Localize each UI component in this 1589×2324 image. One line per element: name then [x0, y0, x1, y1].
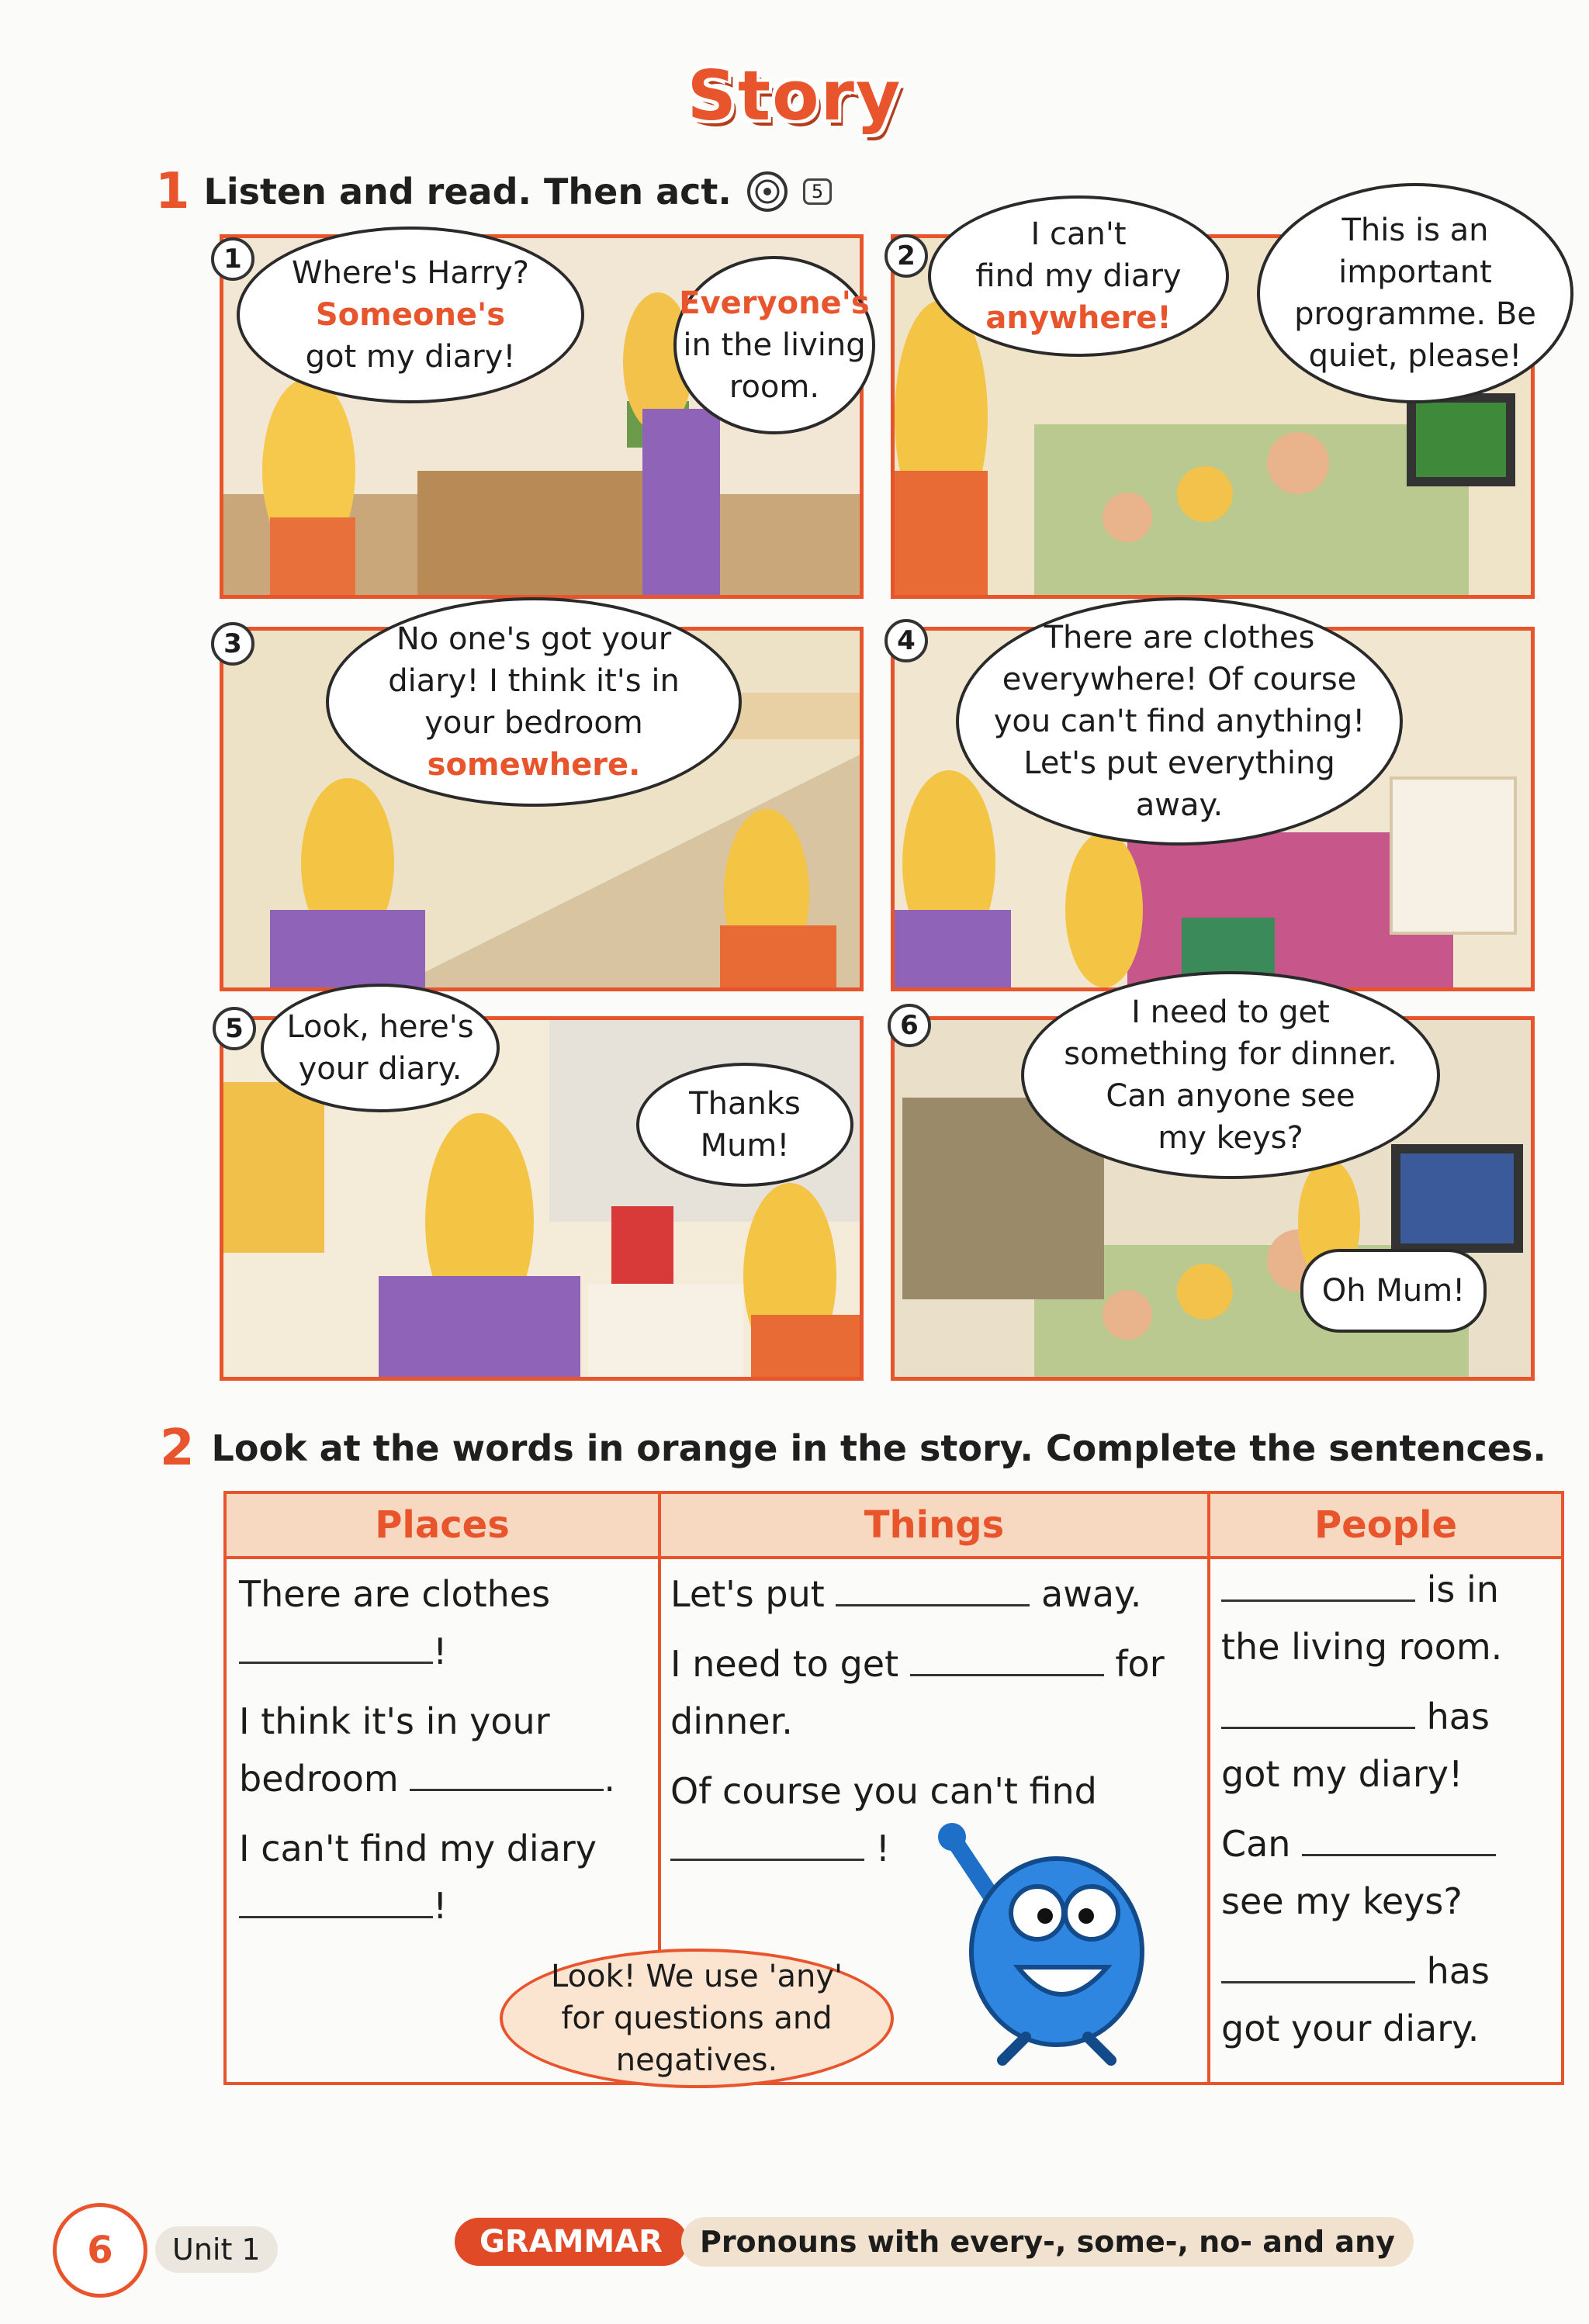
bubble-line: somewhere. [427, 747, 641, 783]
sentence-text: has [1426, 1950, 1490, 1992]
sentence-text: got my diary! [1221, 1753, 1463, 1795]
sentence-text: I can't find my diary [239, 1828, 597, 1869]
bubble-line: my keys? [1158, 1120, 1303, 1156]
speech-bubble [326, 597, 742, 807]
grammar-table [223, 1491, 1564, 2085]
sentence-text: ! [433, 1631, 448, 1672]
answer-blank[interactable] [836, 1573, 1030, 1606]
panel-number: 4 [885, 619, 928, 662]
sentence-text: got your diary. [1221, 2008, 1480, 2049]
grammar-tip-bubble [500, 1949, 894, 2088]
tip-line: Look! We use 'any' [550, 1959, 843, 1994]
exercise-number: 1 [155, 163, 190, 220]
bubble-line: Let's put everything [1023, 745, 1335, 781]
bubble-line: quiet, please! [1308, 338, 1522, 374]
bubble-line: Mum! [700, 1128, 790, 1164]
answer-blank[interactable] [239, 1631, 433, 1664]
bubble-line: everywhere! Of course [1002, 662, 1357, 697]
sentence-text: bedroom [239, 1758, 399, 1800]
bubble-line: Everyone's [679, 285, 870, 321]
panel-number: 1 [211, 237, 254, 281]
answer-blank[interactable] [1221, 1696, 1415, 1729]
bubble-line: got my diary! [305, 339, 516, 375]
panel-number: 3 [211, 622, 254, 666]
tip-line: for questions and [561, 2001, 833, 2036]
audio-cd-icon[interactable] [746, 170, 789, 213]
bubble-line: anywhere! [985, 300, 1172, 336]
sentence-text: for [1115, 1643, 1165, 1685]
sentence-text: ! [433, 1885, 448, 1927]
people-column [1221, 1561, 1555, 2057]
sentence-text: There are clothes [239, 1573, 551, 1615]
sentence-text: is in [1426, 1568, 1499, 1610]
bubble-line: I can't [1030, 216, 1127, 252]
panel-number: 5 [213, 1007, 256, 1050]
page-title: Story [687, 56, 902, 136]
exercise-instruction: Look at the words in orange in the story. Complete the sentences. [211, 1427, 1546, 1469]
speech-bubble [237, 227, 584, 403]
column-divider [1207, 1556, 1210, 2082]
grammar-banner [455, 2217, 1414, 2267]
answer-blank[interactable] [239, 1885, 433, 1918]
column-header-things: Things [661, 1494, 1210, 1559]
bubble-line: This is an [1341, 213, 1489, 248]
speech-bubble [1300, 1249, 1487, 1333]
speech-bubble [261, 984, 500, 1112]
bubble-line: you can't find anything! [993, 704, 1366, 739]
exercise-2-header [160, 1420, 1546, 1477]
sentence-text: dinner. [670, 1700, 793, 1742]
sentence-text: Can [1221, 1823, 1291, 1865]
sentence-text: Let's put [670, 1573, 825, 1615]
bubble-line [388, 618, 680, 660]
grammar-label: GRAMMAR [455, 2218, 687, 2266]
answer-blank[interactable] [1221, 1568, 1415, 1602]
page-number: 6 [53, 2203, 147, 2298]
sentence-text: I think it's in your [239, 1700, 550, 1742]
bubble-line: No one's got your [396, 621, 672, 657]
sentence-text: ! [875, 1828, 891, 1869]
mascot-character-icon [909, 1820, 1173, 2068]
bubble-line: There are clothes [1044, 620, 1315, 655]
tip-line: negatives. [615, 2042, 778, 2078]
answer-blank[interactable] [670, 1828, 864, 1861]
bubble-line: Someone's [315, 297, 506, 333]
speech-bubble [1021, 971, 1440, 1179]
grammar-topic: Pronouns with every-, some-, no- and any [681, 2217, 1414, 2267]
sentence-text: Of course you can't find [670, 1770, 1097, 1812]
speech-bubble [1257, 183, 1573, 403]
bubble-line: Where's Harry? [292, 255, 529, 291]
speech-bubble [956, 597, 1403, 846]
panel-number: 6 [888, 1004, 931, 1047]
exercise-1-header [155, 163, 832, 220]
answer-blank[interactable] [410, 1758, 604, 1791]
unit-label: Unit 1 [155, 2226, 278, 2273]
bubble-line: your bedroom [424, 705, 643, 741]
exercise-number: 2 [160, 1420, 195, 1477]
places-column [239, 1565, 650, 1935]
exercise-instruction: Listen and read. Then act. [203, 171, 732, 213]
bubble-line: away. [1135, 787, 1224, 823]
sentence-text: . [604, 1758, 615, 1800]
sentence-text: see my keys? [1221, 1880, 1463, 1922]
bubble-line: Thanks [689, 1086, 801, 1122]
answer-blank[interactable] [1302, 1823, 1496, 1856]
bubble-line: important [1338, 254, 1492, 290]
speech-bubble [636, 1063, 853, 1187]
panel-number: 2 [885, 234, 928, 278]
speech-bubble [673, 256, 875, 434]
column-header-people: People [1210, 1494, 1561, 1559]
bubble-line: find my diary [975, 258, 1182, 294]
bubble-line: programme. Be [1294, 296, 1536, 332]
bubble-line: Oh Mum! [1321, 1273, 1466, 1309]
sentence-text: the living room. [1221, 1626, 1503, 1668]
audio-track-number: 5 [803, 178, 832, 205]
column-header-places: Places [227, 1494, 661, 1559]
sentence-text: away. [1041, 1573, 1142, 1615]
sentence-text: I need to get [670, 1643, 899, 1685]
answer-blank[interactable] [910, 1643, 1104, 1676]
bubble-line: Can anyone see [1106, 1078, 1355, 1114]
answer-blank[interactable] [1221, 1950, 1415, 1983]
sentence-text: has [1426, 1696, 1490, 1738]
bubble-line: in the living [683, 327, 866, 363]
bubble-line: diary! I think it's in [388, 663, 680, 699]
speech-bubble [928, 195, 1229, 357]
bubble-line: your diary. [298, 1051, 462, 1087]
bubble-line: I need to get [1131, 994, 1330, 1030]
bubble-line: something for dinner. [1064, 1036, 1397, 1072]
bubble-line: room. [729, 369, 820, 405]
bubble-line: Look, here's [286, 1009, 474, 1045]
